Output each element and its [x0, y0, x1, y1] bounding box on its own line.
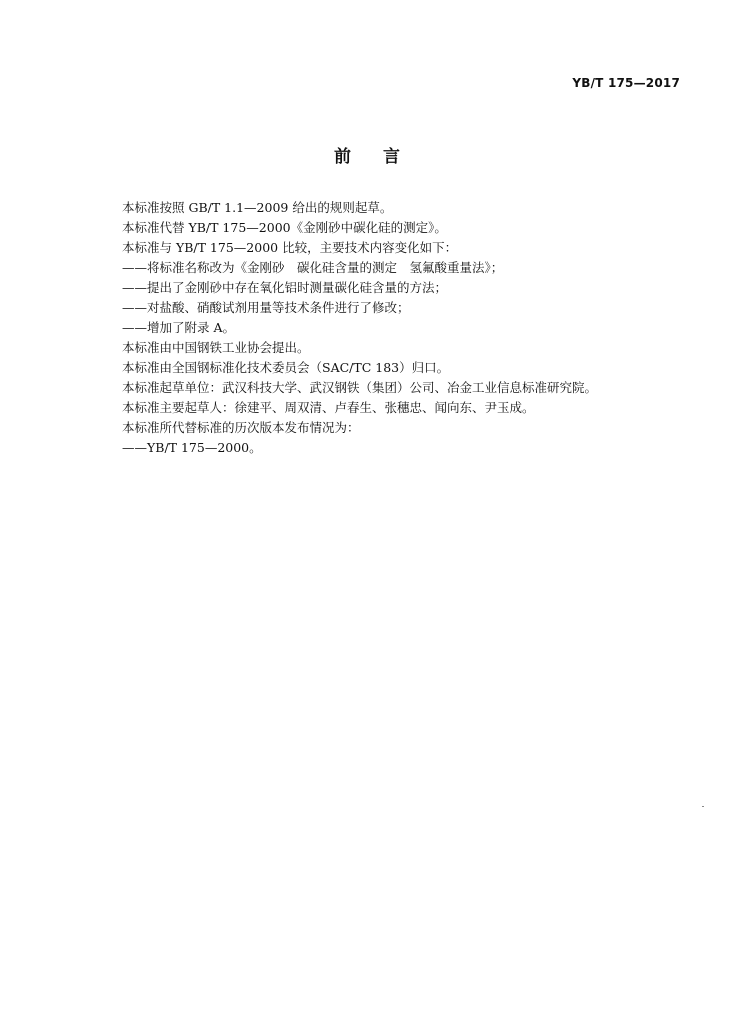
standard-code: YB/T 175—2017	[572, 76, 680, 90]
change-item-appendix: ——增加了附录 A。	[122, 320, 236, 335]
paragraph-drafters: 本标准主要起草人：徐建平、周双清、卢春生、张穗忠、闻向东、尹玉成。	[122, 400, 535, 415]
foreword-body	[122, 198, 692, 458]
paragraph-history-intro: 本标准所代替标准的历次版本发布情况为：	[122, 420, 360, 435]
paragraph-changes-intro: 本标准与 YB/T 175—2000 比较，主要技术内容变化如下：	[122, 240, 458, 255]
history-item: ——YB/T 175—2000。	[122, 440, 262, 455]
change-item-rename: ——将标准名称改为《金刚砂 碳化硅含量的测定 氢氟酸重量法》；	[122, 260, 504, 275]
paragraph-proposed-by: 本标准由中国钢铁工业协会提出。	[122, 340, 310, 355]
change-item-alumina-method: ——提出了金刚砂中存在氧化铝时测量碳化硅含量的方法；	[122, 280, 448, 295]
paragraph-drafting-rules: 本标准按照 GB/T 1.1—2009 给出的规则起草。	[122, 200, 393, 215]
title-char-1: 前	[334, 147, 351, 167]
change-item-reagent-amounts: ——对盐酸、硝酸试剂用量等技术条件进行了修改；	[122, 300, 410, 315]
page-title	[0, 142, 734, 167]
paragraph-replaces: 本标准代替 YB/T 175—2000《金刚砂中碳化硅的测定》。	[122, 220, 447, 235]
paragraph-under-jurisdiction: 本标准由全国钢标准化技术委员会（SAC/TC 183）归口。	[122, 360, 450, 375]
title-char-2: 言	[383, 147, 400, 167]
scan-speck	[702, 806, 704, 807]
paragraph-drafting-units: 本标准起草单位：武汉科技大学、武汉钢铁（集团）公司、冶金工业信息标准研究院。	[122, 380, 598, 395]
